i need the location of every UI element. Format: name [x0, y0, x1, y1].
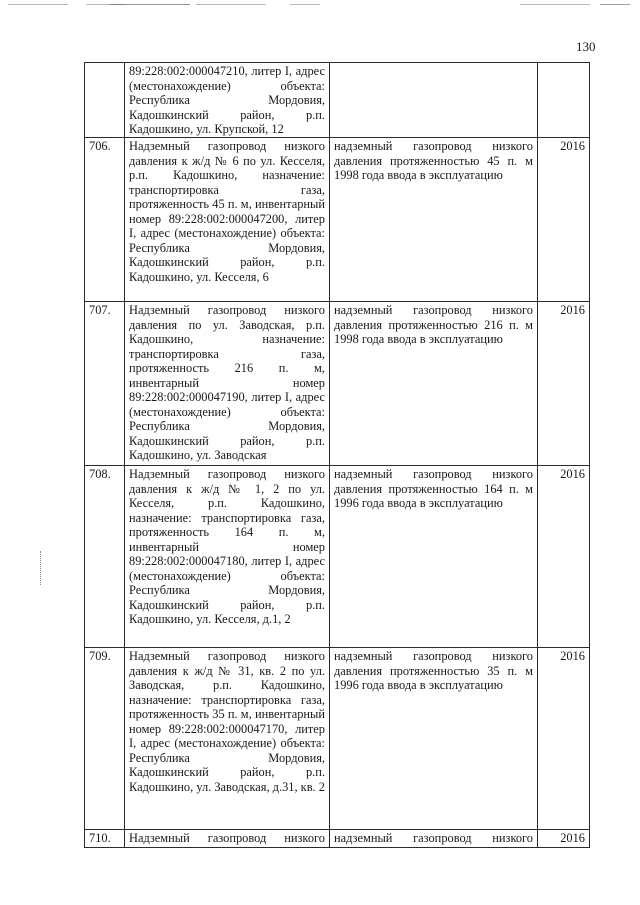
object-description: надземный газопровод низкого давления протяженностью 216 п. м 1998 года ввода в эксплуатацию [330, 302, 538, 466]
object-description [330, 63, 538, 138]
row-number: 708. [85, 466, 125, 648]
object-description: надземный газопровод низкого давления протяженностью 45 п. м 1998 года ввода в эксплуатацию [330, 138, 538, 302]
table-row [85, 302, 590, 466]
year: 2016 [538, 466, 590, 648]
object-description: надземный газопровод низкого давления протяженностью 164 п. м 1996 года ввода в эксплуатацию [330, 466, 538, 648]
page-number: 130 [576, 39, 596, 54]
object-name: Надземный газопровод низкого давления к ж/д № 31, кв. 2 по ул. Заводская, р.п. Кадошкино, назначение: транспортировка газа, протяженность 35 п. м, инвентарный номер 89:228:002:000047170, литер I, адрес (местонахождение) объекта: Республика Мордовия, Кадошкинский район, р.п. Кадошкино, ул. Заводская, д.31, кв. 2 [125, 648, 330, 830]
object-description: надземный газопровод низкого давления протяженностью 35 п. м 1996 года ввода в эксплуатацию [330, 648, 538, 830]
scan-artifact [0, 0, 640, 10]
year: 2016 [538, 302, 590, 466]
property-table [84, 62, 590, 848]
object-description: надземный газопровод низкого [330, 830, 538, 848]
margin-mark [40, 551, 42, 585]
year: 2016 [538, 830, 590, 848]
object-name: Надземный газопровод низкого давления к ж/д № 6 по ул. Кесселя, р.п. Кадошкино, назначение: транспортировка газа, протяженность 45 п. м, инвентарный номер 89:228:002:000047200, литер I, адрес (местонахождение) объекта: Республика Мордовия, Кадошкинский район, р.п. Кадошкино, ул. Кесселя, 6 [125, 138, 330, 302]
row-number: 706. [85, 138, 125, 302]
table-row [85, 138, 590, 302]
year [538, 63, 590, 138]
table-row [85, 466, 590, 648]
table-row [85, 63, 590, 138]
row-number: 709. [85, 648, 125, 830]
object-name: Надземный газопровод низкого [125, 830, 330, 848]
object-name: Надземный газопровод низкого давления по ул. Заводская, р.п. Кадошкино, назначение: транспортировка газа, протяженность 216 п. м, инвентарный номер 89:228:002:000047190, литер I, адрес (местонахождение) объекта: Республика Мордовия, Кадошкинский район, р.п. Кадошкино, ул. Заводская [125, 302, 330, 466]
row-number: 707. [85, 302, 125, 466]
row-number: 710. [85, 830, 125, 848]
row-number [85, 63, 125, 138]
year: 2016 [538, 138, 590, 302]
year: 2016 [538, 648, 590, 830]
object-name: Надземный газопровод низкого давления к ж/д № 1, 2 по ул. Кесселя, р.п. Кадошкино, назначение: транспортировка газа, протяженность 164 п. м, инвентарный номер 89:228:002:000047180, литер I, адрес (местонахождение) объекта: Республика Мордовия, Кадошкинский район, р.п. Кадошкино, ул. Кесселя, д.1, 2 [125, 466, 330, 648]
object-name: 89:228:002:000047210, литер I, адрес (местонахождение) объекта: Республика Мордовия, Кадошкинский район, р.п. Кадошкино, ул. Крупской, 12 [125, 63, 330, 138]
table-row [85, 830, 590, 848]
table-row [85, 648, 590, 830]
